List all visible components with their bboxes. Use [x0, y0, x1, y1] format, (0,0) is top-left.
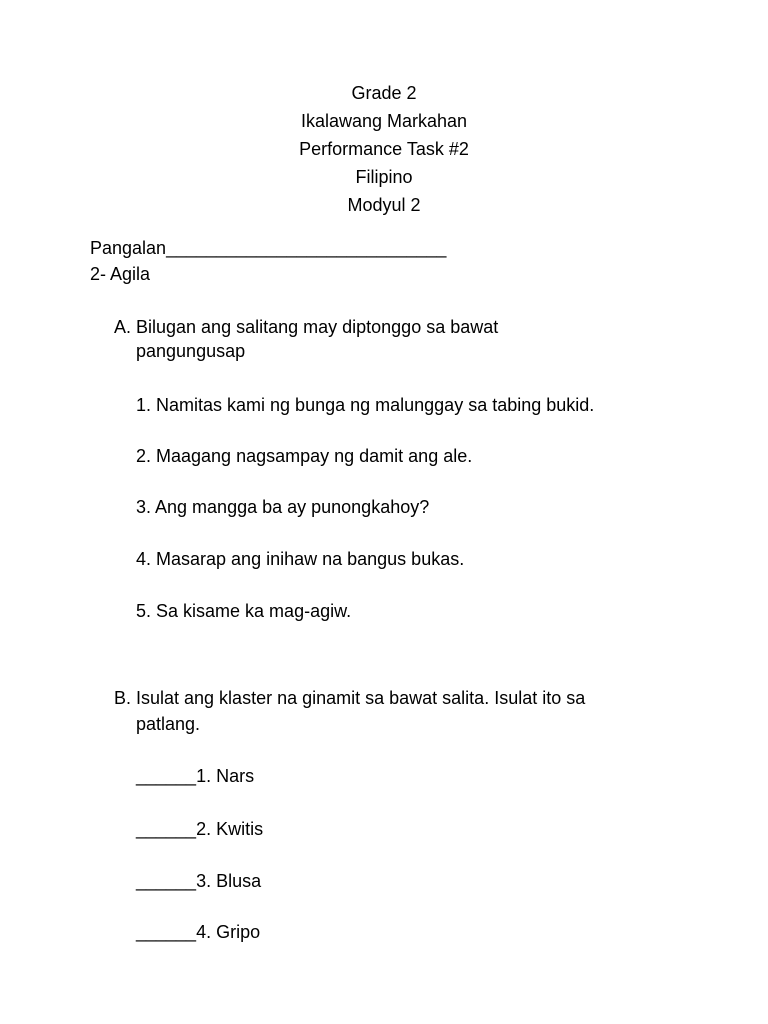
part-b-instruction-line2: patlang.: [136, 714, 201, 734]
part-a-letter: A.: [114, 317, 132, 337]
part-a-instruction-line2: pangungusap: [136, 341, 246, 361]
part-a-instruction: [114, 315, 734, 365]
part-b-instruction-line1: Isulat ang klaster na ginamit sa bawat salita. Isulat ito sa: [136, 688, 586, 708]
part-b-item-4[interactable]: ______4. Gripo: [136, 922, 261, 942]
part-a-instruction-line1: Bilugan ang salitang may diptonggo sa bawat: [136, 317, 499, 337]
part-a-item-1: 1. Namitas kami ng bunga ng malunggay sa tabing bukid.: [136, 395, 595, 415]
section-label: 2- Agila: [90, 264, 151, 284]
quarter: Ikalawang Markahan: [300, 111, 468, 131]
grade-level: Grade 2: [351, 83, 417, 103]
part-a-item-2: 2. Maagang nagsampay ng damit ang ale.: [136, 446, 473, 466]
part-a-item-4: 4. Masarap ang inihaw na bangus bukas.: [136, 549, 465, 569]
name-field-line[interactable]: Pangalan____________________________: [90, 238, 447, 258]
part-b-item-3[interactable]: ______3. Blusa: [136, 871, 262, 891]
module: Modyul 2: [347, 195, 421, 215]
part-a-item-3: 3. Ang mangga ba ay punongkahoy?: [136, 497, 430, 517]
part-b-item-1[interactable]: ______1. Nars: [136, 766, 255, 786]
part-a-item-5: 5. Sa kisame ka mag-agiw.: [136, 601, 352, 621]
part-b-letter: B.: [114, 688, 132, 708]
worksheet-header: [0, 79, 768, 219]
subject: Filipino: [355, 167, 413, 187]
part-b-instruction: [114, 686, 734, 736]
part-b-item-2[interactable]: ______2. Kwitis: [136, 819, 264, 839]
task-title: Performance Task #2: [299, 139, 469, 159]
